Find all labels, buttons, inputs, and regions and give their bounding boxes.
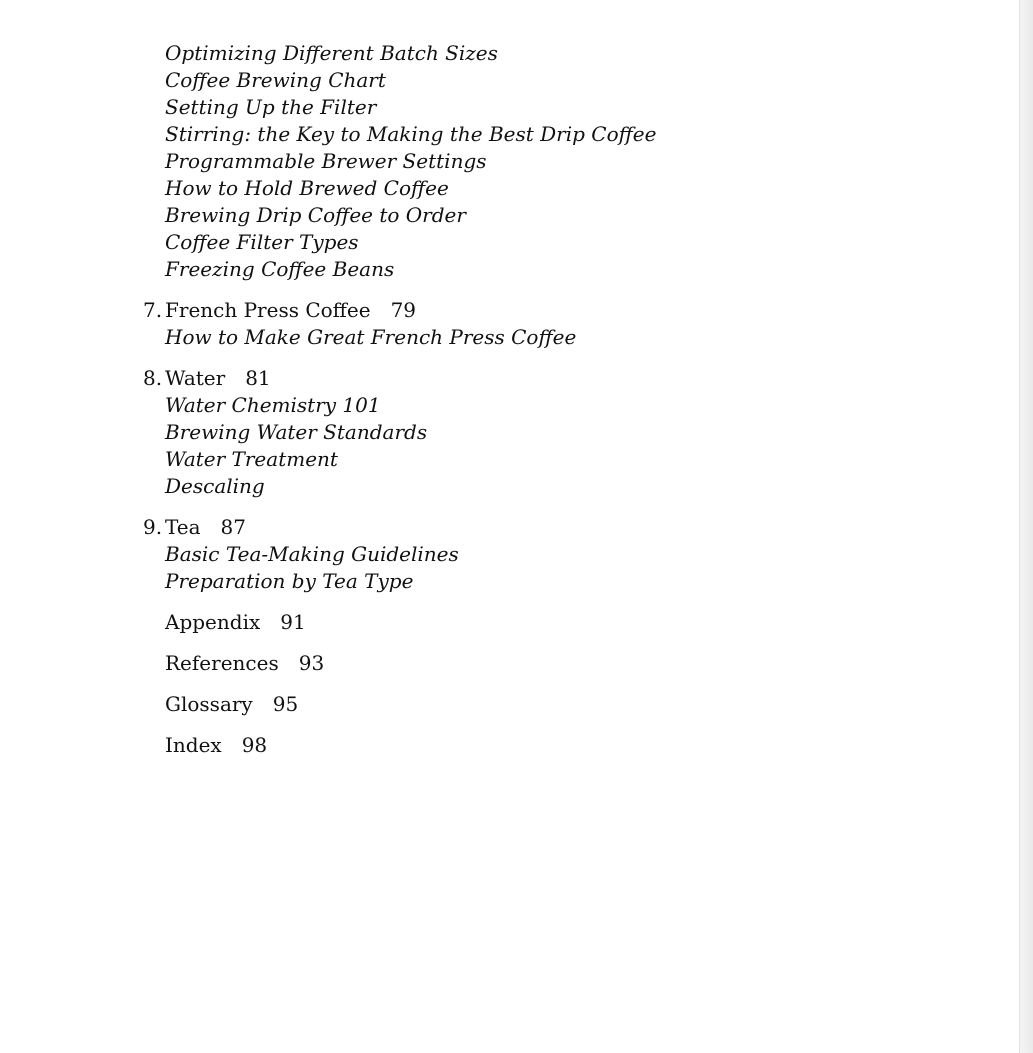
page-number: 98	[241, 733, 268, 757]
toc-subentry: Preparation by Tea Type	[165, 569, 414, 593]
backmatter-title: References	[165, 651, 279, 675]
page-number: 95	[272, 692, 299, 716]
toc-backmatter-entry	[165, 650, 965, 677]
chapter-number: 7.	[143, 298, 163, 322]
toc-subentry: Descaling	[165, 474, 265, 498]
toc-chapter-entry	[143, 514, 965, 541]
page-number: 79	[390, 298, 417, 322]
chapter-number: 8.	[143, 366, 163, 390]
page-number: 81	[245, 366, 271, 390]
toc-subentry: Coffee Filter Types	[165, 230, 359, 254]
toc-subentry: Brewing Water Standards	[165, 420, 428, 444]
toc-subentry: How to Hold Brewed Coffee	[165, 176, 449, 200]
toc-subentry: Coffee Brewing Chart	[165, 68, 386, 92]
chapter-title: French Press Coffee	[165, 298, 371, 322]
toc-subentry: Optimizing Different Batch Sizes	[165, 41, 498, 65]
toc-backmatter-entry	[165, 609, 965, 636]
toc-subentry: Freezing Coffee Beans	[165, 257, 395, 281]
table-of-contents	[143, 40, 965, 759]
page-number: 93	[298, 651, 325, 675]
toc-chapter-entry	[143, 297, 965, 324]
toc-backmatter-entry	[165, 732, 965, 759]
backmatter-title: Glossary	[165, 692, 253, 716]
toc-subentry: Water Chemistry 101	[165, 393, 381, 417]
toc-subentry: Brewing Drip Coffee to Order	[165, 203, 466, 227]
page-number: 91	[280, 610, 306, 634]
toc-backmatter-entry	[165, 691, 965, 718]
page-number: 87	[220, 515, 246, 539]
toc-subentry: Water Treatment	[165, 447, 338, 471]
chapter-title: Tea	[165, 515, 201, 539]
page-edge	[1019, 0, 1033, 1053]
toc-subentry: How to Make Great French Press Coffee	[165, 325, 577, 349]
backmatter-title: Index	[165, 733, 222, 757]
toc-subentry: Stirring: the Key to Making the Best Drip Coffee	[165, 122, 657, 146]
toc-subentry: Basic Tea-Making Guidelines	[165, 542, 459, 566]
toc-chapter-entry	[143, 365, 965, 392]
backmatter-title: Appendix	[165, 610, 261, 634]
toc-subentry: Setting Up the Filter	[165, 95, 377, 119]
toc-subentry: Programmable Brewer Settings	[165, 149, 487, 173]
chapter-number: 9.	[143, 515, 163, 539]
chapter-title: Water	[165, 366, 226, 390]
